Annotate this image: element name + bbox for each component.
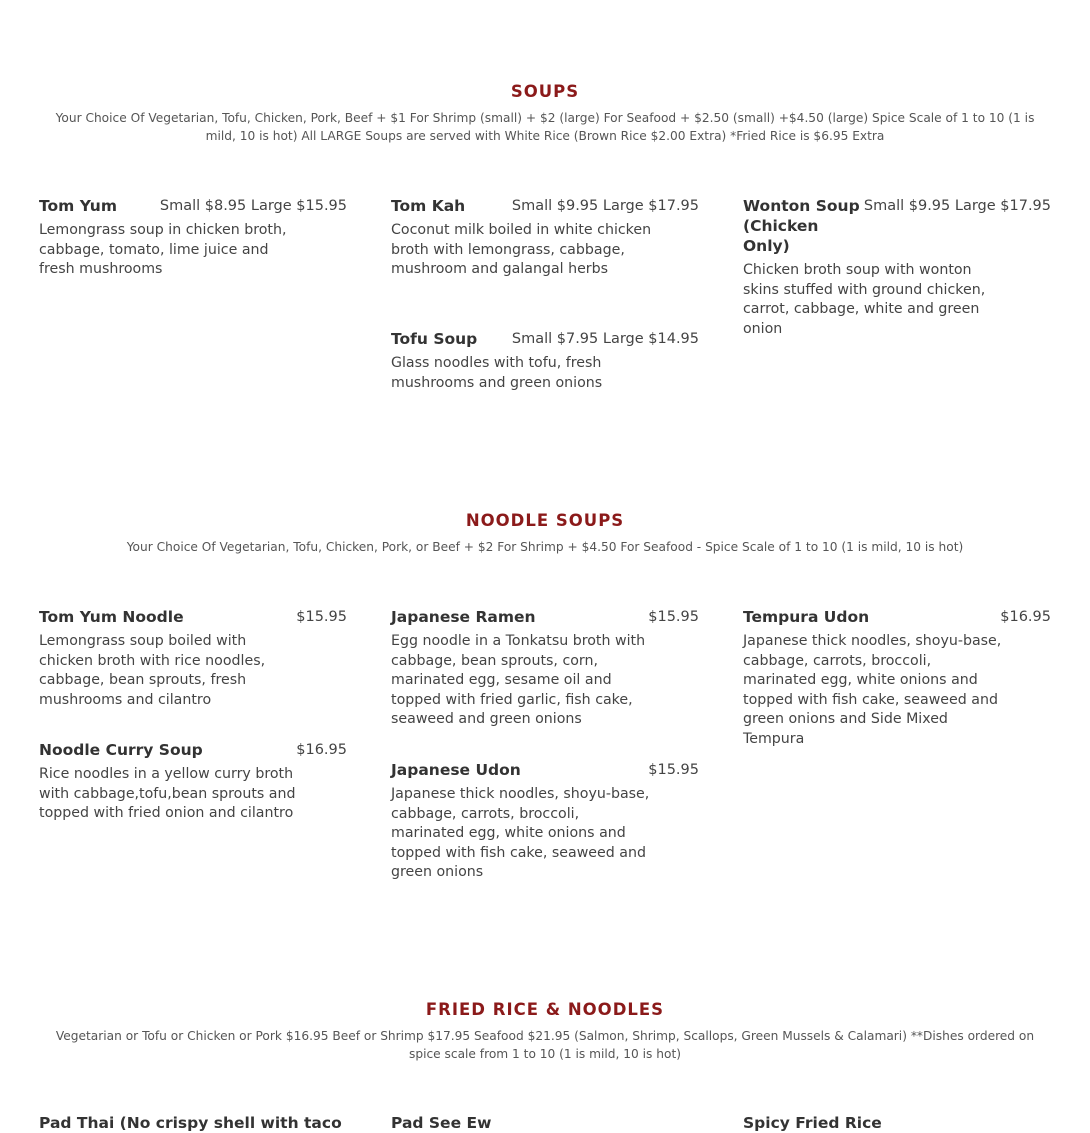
item-name: Noodle Curry Soup (39, 741, 203, 759)
item-price: $15.95 (296, 609, 347, 625)
item-name: Tom Yum Noodle (39, 608, 184, 626)
item-description: Glass noodles with tofu, fresh mushrooms and green onions (391, 355, 603, 391)
item-price: $16.95 (1000, 609, 1051, 625)
item-name: Pad Thai (No crispy shell with taco (39, 1114, 342, 1132)
menu-item[interactable] (391, 329, 699, 393)
item-name: Wonton Soup (Chicken Only) (743, 197, 860, 255)
item-name: Tempura Udon (743, 608, 870, 626)
section-title: SOUPS (510, 82, 580, 101)
menu-item[interactable] (391, 760, 699, 883)
menu-item[interactable] (39, 196, 347, 280)
item-description: Coconut milk boiled in white chicken broth with lemongrass, cabbage, mushroom and galangal herbs (391, 222, 652, 277)
item-description: Chicken broth soup with wonton skins stuffed with ground chicken, carrot, cabbage, white and green onion (743, 262, 986, 337)
item-price: Small $9.95 Large $17.95 (511, 198, 699, 214)
item-price: Small $8.95 Large $15.95 (159, 198, 347, 214)
item-description: Japanese thick noodles, shoyu-base, cabbage, carrots, broccoli, marinated egg, white onions and topped with fish cake, seaweed and green onions and Side Mixed Tempura (743, 633, 1002, 747)
section-description: Your Choice Of Vegetarian, Tofu, Chicken, Pork, Beef + $1 For Shrimp (small) + $2 (large) For Seafood + $2.50 (small) +$4.50 (large) Spice Scale of 1 to 10 (1 is mild, 10 is hot) All LARGE Soups are served with White Rice (Brown Rice $2.00 Extra) *Fried Rice is $6.95 Extra (55, 111, 1035, 143)
menu-item[interactable] (743, 1113, 1051, 1133)
item-description: Rice noodles in a yellow curry broth with cabbage,tofu,bean sprouts and topped with fried onion and cilantro (39, 766, 296, 821)
item-description: Lemongrass soup boiled with chicken broth with rice noodles, cabbage, bean sprouts, fresh mushrooms and cilantro (39, 633, 266, 708)
item-price: Small $7.95 Large $14.95 (511, 331, 699, 347)
item-description: Egg noodle in a Tonkatsu broth with cabbage, bean sprouts, corn, marinated egg, sesame oil and topped with fried garlic, fish cake, seaweed and green onions (391, 633, 646, 727)
item-price: $15.95 (648, 609, 699, 625)
menu-item[interactable] (39, 607, 347, 710)
item-description: Japanese thick noodles, shoyu-base, cabbage, carrots, broccoli, marinated egg, white onions and topped with fish cake, seaweed and green onions (391, 786, 650, 880)
menu-item[interactable] (743, 607, 1051, 749)
item-name: Tofu Soup (391, 330, 478, 348)
menu-item[interactable] (391, 196, 699, 280)
section-title: FRIED RICE & NOODLES (425, 1000, 665, 1019)
item-name: Japanese Ramen (391, 608, 536, 626)
menu-item[interactable] (391, 1113, 699, 1133)
section-soups (0, 82, 1090, 145)
section-title: NOODLE SOUPS (465, 511, 625, 530)
item-price: Small $9.95 Large $17.95 (863, 198, 1051, 214)
section-fried-rice-noodles (0, 1000, 1090, 1063)
menu-item[interactable] (743, 196, 1051, 339)
item-name: Tom Kah (391, 197, 466, 215)
item-price: $15.95 (648, 762, 699, 778)
section-description: Your Choice Of Vegetarian, Tofu, Chicken, Pork, or Beef + $2 For Shrimp + $4.50 For Seafood - Spice Scale of 1 to 10 (1 is mild, 10 is hot) (126, 540, 964, 554)
item-description: Lemongrass soup in chicken broth, cabbage, tomato, lime juice and fresh mushrooms (39, 222, 287, 277)
item-price: $16.95 (296, 742, 347, 758)
section-noodle-soups (0, 511, 1090, 556)
item-name: Spicy Fried Rice (743, 1114, 882, 1132)
menu-item[interactable] (391, 607, 699, 730)
menu-item[interactable] (39, 740, 347, 824)
item-name: Pad See Ew (391, 1114, 492, 1132)
menu-item[interactable] (39, 1113, 347, 1133)
section-description: Vegetarian or Tofu or Chicken or Pork $16.95 Beef or Shrimp $17.95 Seafood $21.95 (Salmon, Shrimp, Scallops, Green Mussels & Calamari) **Dishes ordered on spice scale from 1 to 10 (1 is mild, 10 is hot) (55, 1029, 1035, 1061)
item-name: Tom Yum (39, 197, 117, 215)
item-name: Japanese Udon (391, 761, 521, 779)
